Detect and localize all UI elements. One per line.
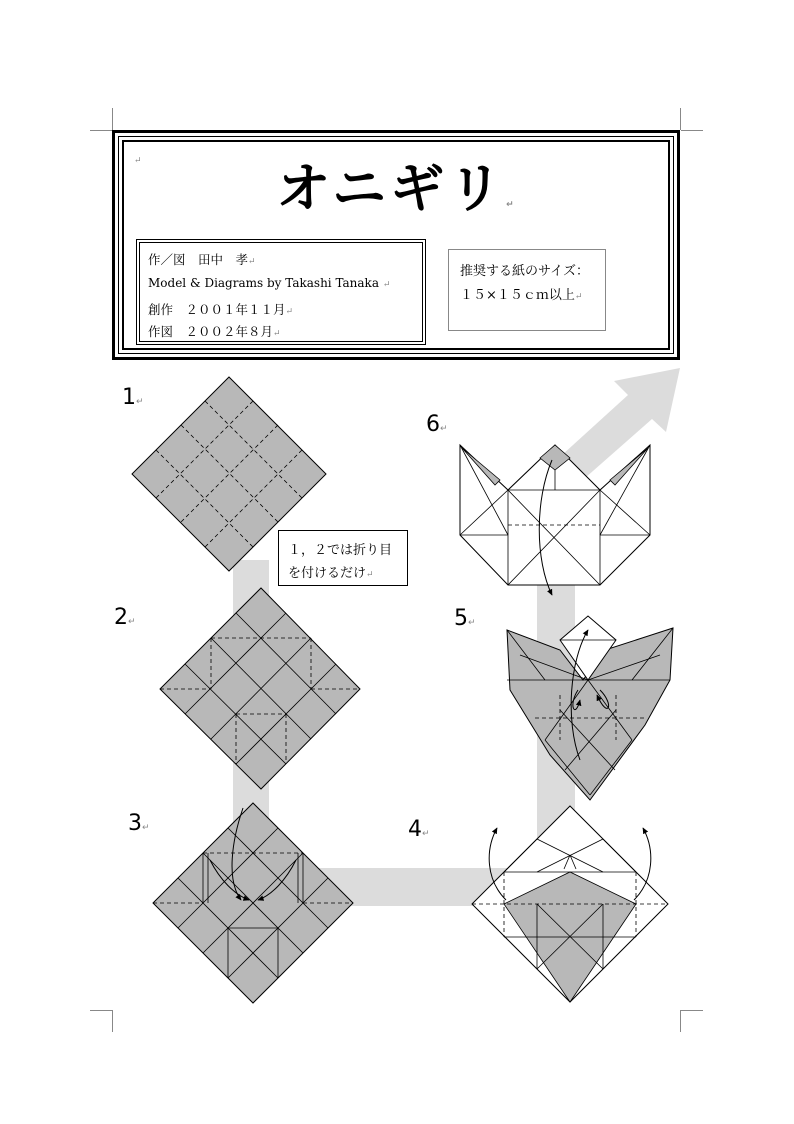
step-number-2 xyxy=(114,605,136,630)
paragraph-mark: ↵ xyxy=(574,292,583,302)
step-number-3-text: 3 xyxy=(128,811,142,836)
note-line-1: １，２では折り目 xyxy=(288,543,393,558)
step-number-5 xyxy=(454,606,476,631)
paragraph-mark: ↵ xyxy=(440,424,448,434)
paragraph-mark: ↵ xyxy=(506,200,518,210)
credits-english-text: Model & Diagrams by Takashi Tanaka xyxy=(148,276,379,290)
paragraph-mark: ↵ xyxy=(382,280,391,290)
credits-created-text: 創作 ２００１年１１月 xyxy=(148,302,286,317)
note-box xyxy=(278,530,408,586)
step-3-diagram xyxy=(153,803,353,1003)
note-line-2-text: を付けるだけ xyxy=(288,566,367,581)
title-text: オニギリ xyxy=(276,157,507,220)
step-number-1-text: 1 xyxy=(122,385,136,410)
credits-author-text: 作／図 田中 孝 xyxy=(148,252,249,267)
step-number-5-text: 5 xyxy=(454,606,468,631)
note-line-2 xyxy=(288,562,374,581)
paragraph-mark: ↵ xyxy=(273,329,281,339)
paragraph-mark: ↵ xyxy=(422,829,430,839)
paragraph-mark: ↵ xyxy=(142,823,150,833)
step-6-diagram xyxy=(460,445,650,595)
paragraph-mark: ↵ xyxy=(136,397,144,407)
step-number-1 xyxy=(122,385,144,410)
flow-arrow-head xyxy=(562,368,680,478)
step-2-diagram xyxy=(160,588,360,789)
paragraph-mark: ↵ xyxy=(128,617,136,627)
paragraph-mark: ↵ xyxy=(468,618,476,628)
step-number-3 xyxy=(128,811,150,836)
step-number-4 xyxy=(408,817,430,842)
paragraph-mark: ↵ xyxy=(366,570,374,580)
paper-size-label: 推奨する紙のサイズ： xyxy=(460,264,589,279)
step-number-4-text: 4 xyxy=(408,817,422,842)
step-5-diagram xyxy=(507,616,673,800)
step-4-diagram xyxy=(472,806,668,1002)
paragraph-mark: ↵ xyxy=(134,156,142,166)
step-number-2-text: 2 xyxy=(114,605,128,630)
paper-size-value-text: １５×１５ｃｍ以上 xyxy=(460,288,575,303)
paragraph-mark: ↵ xyxy=(285,307,294,317)
credits-diagrammed-text: 作図 ２００２年８月 xyxy=(148,324,274,339)
step-number-6 xyxy=(426,412,448,437)
step-number-6-text: 6 xyxy=(426,412,440,437)
paragraph-mark: ↵ xyxy=(248,257,256,267)
